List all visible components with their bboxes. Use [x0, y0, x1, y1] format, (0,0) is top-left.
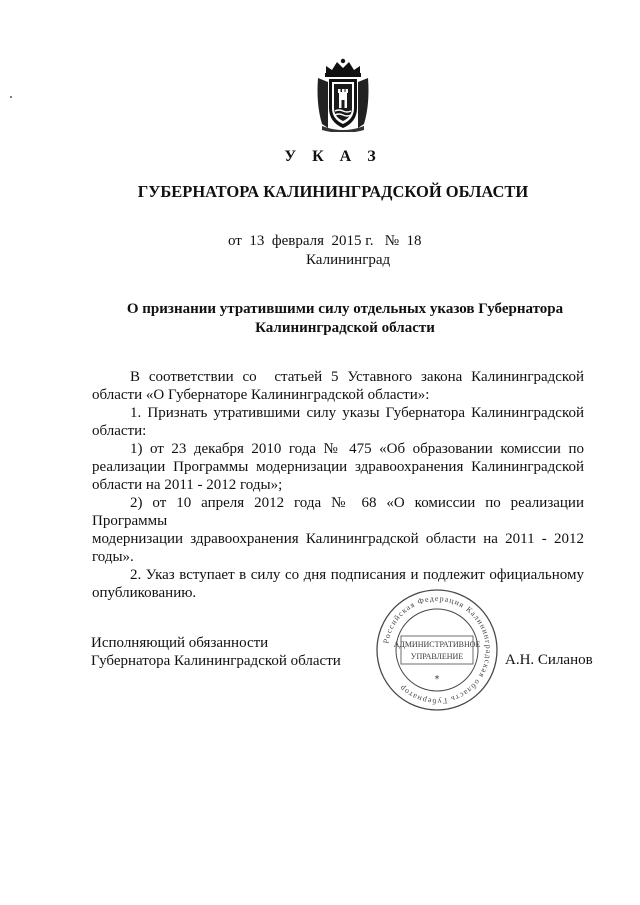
body-line: модернизации здравоохранения Калининградской области на 2011 - 2012 [92, 531, 584, 547]
body-line: 1. Признать утратившими силу указы Губернатора Калининградской [130, 405, 584, 421]
issuer-title: ГУБЕРНАТОРА КАЛИНИНГРАДСКОЙ ОБЛАСТИ [137, 182, 529, 201]
body-line: области «О Губернаторе Калининградской области»: [92, 387, 430, 403]
stamp-star: * [434, 674, 440, 685]
body-line: 1) от 23 декабря 2010 года № 475 «Об образовании комиссии по [130, 441, 584, 457]
body-line: 2) от 10 апреля 2012 года № 68 «О комиссии по реализации Программы [92, 495, 584, 529]
body-line: области: [92, 423, 147, 439]
coat-of-arms-icon [314, 58, 372, 132]
signatory-name: А.Н. Силанов [505, 652, 593, 668]
subject-line-1: О признании утратившими силу отдельных указов Губернатора [126, 301, 564, 317]
position-line-1: Исполняющий обязанности [91, 635, 269, 651]
official-stamp [373, 586, 501, 714]
body-line: В соответствии со статьей 5 Уставного закона Калининградской [130, 369, 584, 385]
body-line: опубликованию. [92, 585, 197, 601]
scan-speck [10, 96, 12, 98]
stamp-ring-text: Российская Федерация Калининградская область Губернатор [381, 593, 494, 707]
decree-body [92, 368, 584, 602]
body-line: области на 2011 - 2012 годы»; [92, 477, 283, 493]
body-line: реализации Программы модернизации здравоохранения Калининградской [92, 459, 584, 475]
document-type-title: У К А З [284, 148, 382, 165]
stamp-center-line-1: АДМИНИСТРАТИВНОЕ [393, 640, 481, 649]
city: Калининград [306, 252, 391, 268]
subject-line-2: Калининградской области [255, 320, 435, 336]
position-line-2: Губернатора Калининградской области [91, 653, 341, 669]
body-line: 2. Указ вступает в силу со дня подписания и подлежит официальному [130, 567, 584, 583]
svg-text:Российская Федерация Калинингр [381, 594, 493, 706]
date-number-line: от 13 февраля 2015 г. № 18 [228, 233, 422, 249]
body-line: годы». [92, 549, 134, 565]
signatory-position [91, 634, 341, 670]
stamp-center-line-2: УПРАВЛЕНИЕ [410, 652, 464, 661]
